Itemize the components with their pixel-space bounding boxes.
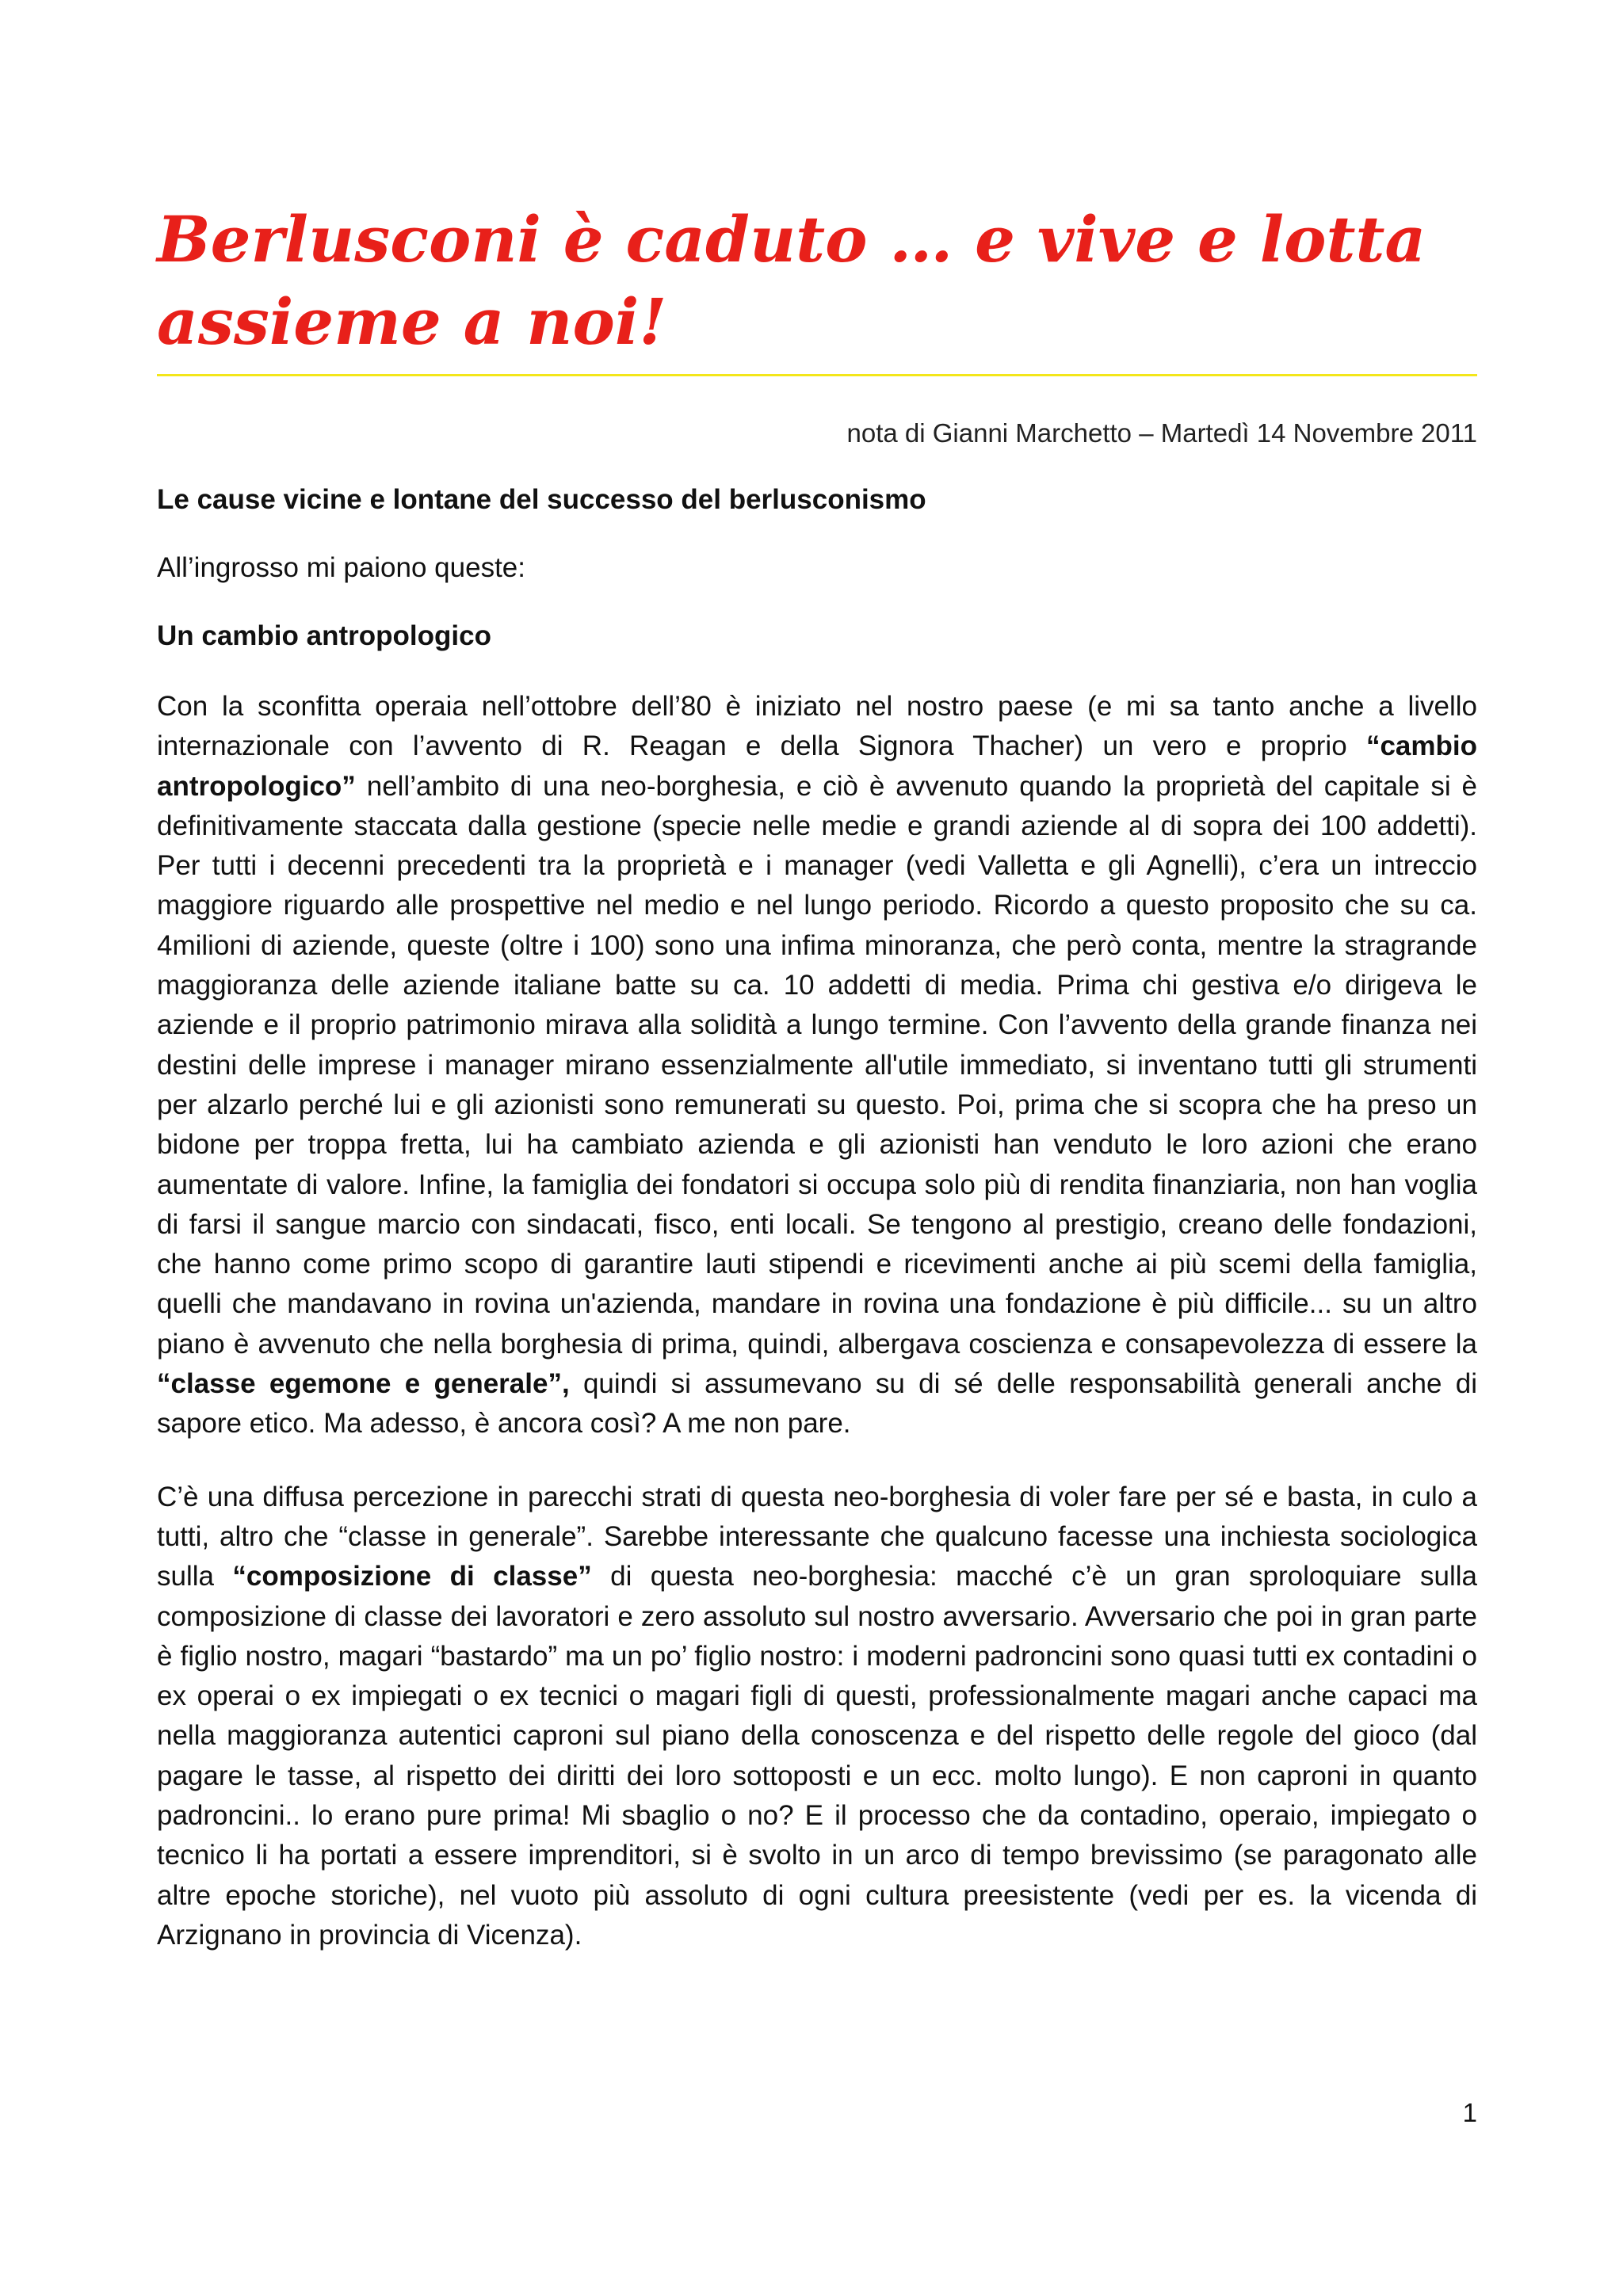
subheading: Un cambio antropologico bbox=[157, 620, 491, 651]
intro-line: All’ingrosso mi paiono queste: bbox=[157, 552, 525, 583]
page-number: 1 bbox=[1462, 2098, 1477, 2127]
page-content bbox=[157, 198, 1477, 1955]
body-paragraph-1 bbox=[157, 687, 1477, 1444]
author-byline: nota di Gianni Marchetto – Martedì 14 Novembre 2011 bbox=[846, 418, 1477, 448]
body-paragraph-2 bbox=[157, 1478, 1477, 1956]
bold-phrase: “cambio antropologico” bbox=[157, 730, 1477, 802]
paragraph-text: di questa neo-borghesia: macché c’è un gran sproloquiare sulla composizione di classe dei lavoratori e zero assoluto sul nostro avversario. Avversario che poi in gran parte è figlio nostro, magari “bastardo” ma un po’ figlio nostro: i moderni padroncini sono quasi tutti ex contadini o ex operai o ex impiegati o ex tecnici o magari figli di questi, professionalmente magari anche capaci ma nella maggioranza autentici caproni sul piano della conoscenza e del rispetto delle regole del gioco (dal pagare le tasse, al rispetto dei diritti dei loro sottoposti e un ecc. molto lungo). E non caproni in quanto padroncini.. lo erano pure prima! Mi sbaglio o no? E il processo che da contadino, operaio, impiegato o tecnico li ha portati a essere imprenditori, si è svolto in un arco di tempo brevissimo (se paragonato alle altre epoche storiche), nel vuoto più assoluto di ogni cultura preesistente (vedi per es. la vicenda di Arzignano in provincia di Vicenza). bbox=[157, 1561, 1478, 1951]
document-title: Berlusconi è caduto … e vive e lotta assieme a noi! bbox=[157, 198, 1477, 376]
paragraph-text: nell’ambito di una neo-borghesia, e ciò è avvenuto quando la proprietà del capitale si è definitivamente staccata dalla gestione (specie nelle medie e grandi aziende al di sopra dei 100 addetti). Per tutti i decenni precedenti tra la proprietà e i manager (vedi Valletta e gli Agnelli), c’era un intreccio maggiore riguardo alle prospettive nel medio e nel lungo periodo. Ricordo a questo proposito che su ca. 4milioni di aziende, queste (oltre i 100) sono una infima minoranza, che però conta, mentre la stragrande maggioranza delle aziende italiane batte su ca. 10 addetti di media. Prima chi gestiva e/o dirigeva le aziende e il proprio patrimonio mirava alla solidità a lungo termine. Con l’avvento della grande finanza nei destini delle imprese i manager mirano essenzialmente all'utile immediato, si inventano tutti gli strumenti per alzarlo perché lui e gli azionisti sono remunerati su questo. Poi, prima che si scopra che ha preso un bidone per troppa fretta, lui ha cambiato azienda e gli azionisti han venduto le loro azioni che erano aumentate di valore. Infine, la famiglia dei fondatori si occupa solo più di rendita finanziaria, non han voglia di farsi il sangue marcio con sindacati, fisco, enti locali. Se tengono al prestigio, creano delle fondazioni, che hanno come primo scopo di garantire lauti stipendi e ricevimenti anche ai più scemi della famiglia, quelli che mandavano in rovina un'azienda, mandare in rovina una fondazione è più difficile... su un altro piano è avvenuto che nella borghesia di prima, quindi, albergava coscienza e consapevolezza di essere la bbox=[157, 770, 1477, 1360]
bold-phrase: “classe egemone e generale”, bbox=[157, 1368, 570, 1400]
paragraph-text: quindi si assumevano su di sé delle responsabilità generali anche di sapore etico. Ma adesso, è ancora così? A me non pare. bbox=[157, 1368, 1477, 1440]
paragraph-text: C’è una diffusa percezione in parecchi strati di questa neo-borghesia di voler fare per sé e basta, in culo a tutti, altro che “classe in generale”. Sarebbe interessante che qualcuno facesse una inchiesta sociologica sulla bbox=[157, 1481, 1477, 1592]
paragraph-text: Con la sconfitta operaia nell’ottobre dell’80 è iniziato nel nostro paese (e mi sa tanto anche a livello internazionale con l’avvento di R. Reagan e della Signora Thacher) un vero e proprio bbox=[157, 691, 1477, 762]
section-heading: Le cause vicine e lontane del successo del berlusconismo bbox=[157, 484, 926, 515]
bold-phrase: “composizione di classe” bbox=[232, 1561, 592, 1592]
